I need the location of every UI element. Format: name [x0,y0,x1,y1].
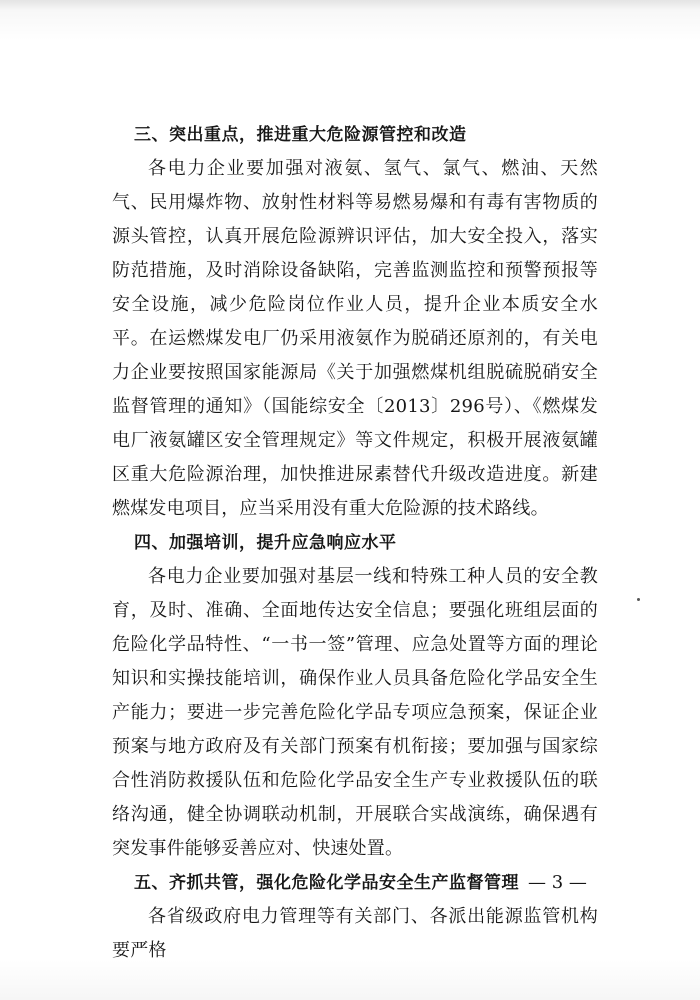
section-heading-4: 四、加强培训，提升应急响应水平 [134,533,397,553]
scan-top-edge [0,0,700,10]
document-body [112,118,598,968]
scan-speck [637,598,640,601]
section-paragraph-5: 各省级政府电力管理等有关部门、各派出能源监管机构要严格 [112,906,598,961]
section-paragraph-3: 各电力企业要加强对液氨、氢气、氯气、燃油、天然气、民用爆炸物、放射性材料等易燃易爆和有毒有害物质的源头管控，认真开展危险源辨识评估，加大安全投入，落实防范措施，及时消除设备缺陷，完善监测监控和预警预报等安全设施，减少危险岗位作业人员，提升企业本质安全水平。在运燃煤发电厂仍采用液氨作为脱硝还原剂的，有关电力企业要按照国家能源局《关于加强燃煤机组脱硫脱硝安全监督管理的通知》（国能综安全〔2013〕296号）、《燃煤发电厂液氨罐区安全管理规定》等文件规定，积极开展液氨罐区重大危险源治理，加快推进尿素替代升级改造进度。新建燃煤发电项目，应当采用没有重大危险源的技术路线。 [112,158,598,519]
section-heading-3: 三、突出重点，推进重大危险源管控和改造 [134,125,467,145]
section-heading-5: 五、齐抓共管，强化危险化学品安全生产监督管理 [134,873,519,893]
page-number: — 3 — [528,872,587,893]
section-paragraph-4: 各电力企业要加强对基层一线和特殊工种人员的安全教育，及时、准确、全面地传达安全信息；要强化班组层面的危险化学品特性、“一书一签”管理、应急处置等方面的理论知识和实操技能培训，确保作业人员具备危险化学品安全生产能力；要进一步完善危险化学品专项应急预案，保证企业预案与地方政府及有关部门预案有机衔接；要加强与国家综合性消防救援队伍和危险化学品安全生产专业救援队伍的联络沟通，健全协调联动机制，开展联合实战演练，确保遇有突发事件能够妥善应对、快速处置。 [112,566,598,859]
